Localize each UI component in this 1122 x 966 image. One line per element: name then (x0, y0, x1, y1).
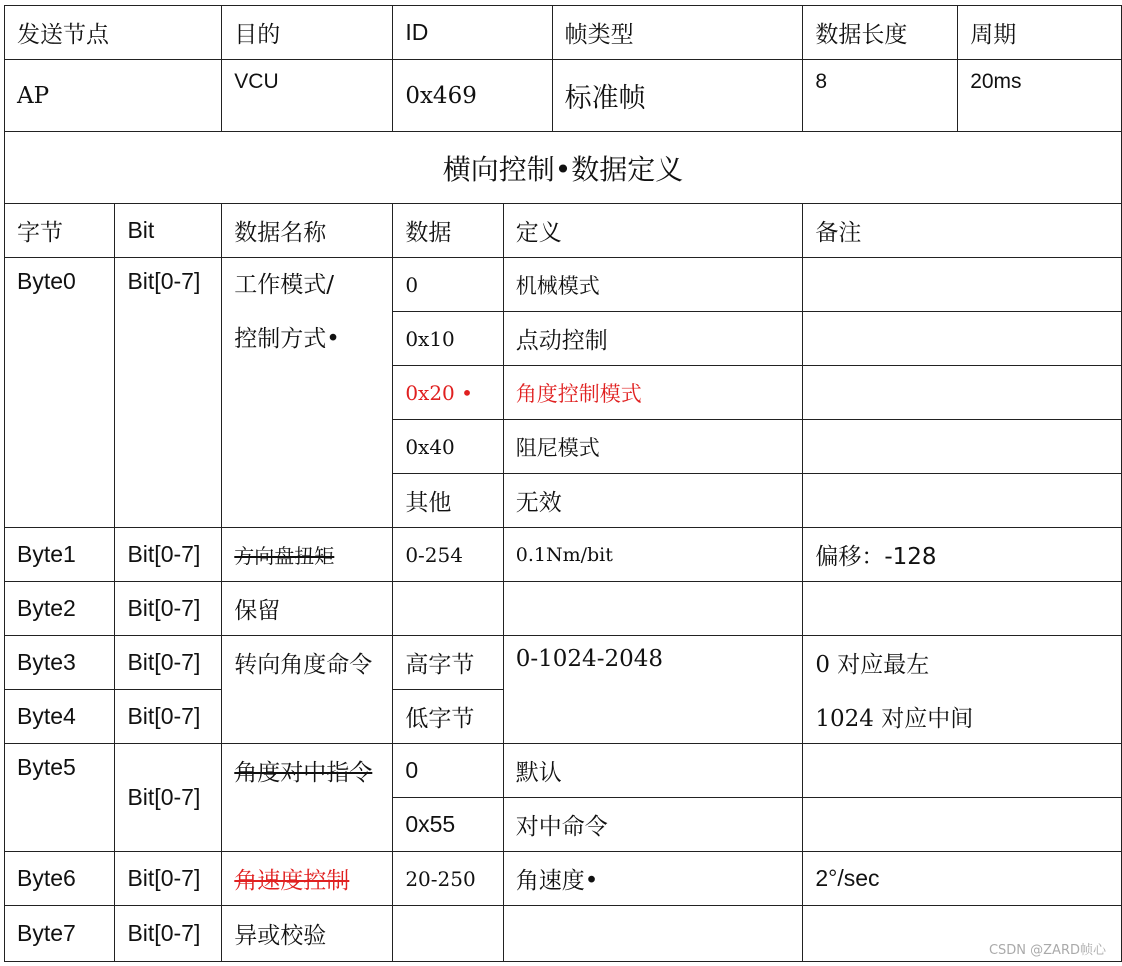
definition-cell: 角度控制模式 (503, 366, 803, 420)
data-name-cell: 异或校验 (222, 906, 393, 962)
byte-cell: Byte6 (5, 852, 115, 906)
byte-cell: Byte4 (5, 690, 115, 744)
byte-cell: Byte0 (5, 258, 115, 528)
name-line-2: 控制方式• (234, 326, 340, 352)
definition-cell: 无效 (503, 474, 803, 528)
definition-cell: 默认 (503, 744, 803, 798)
data-cell: 0x20 • (393, 366, 503, 420)
definition-cell: 对中命令 (503, 798, 803, 852)
data-cell: 低字节 (393, 690, 503, 744)
definition-cell (503, 582, 803, 636)
col-header-data: 数据 (393, 204, 503, 258)
byte-cell: Byte5 (5, 744, 115, 852)
note-cell (803, 744, 1122, 798)
data-cell: 0 (393, 744, 503, 798)
note-cell (803, 366, 1122, 420)
bit-cell: Bit[0-7] (115, 582, 222, 636)
table-row (5, 636, 1122, 690)
header-label-frame-type: 帧类型 (552, 6, 803, 60)
data-name-cell: 保留 (222, 582, 393, 636)
bit-cell: Bit[0-7] (115, 690, 222, 744)
header-value-sender: AP (5, 60, 222, 132)
note-cell: 1024 对应中间 (803, 690, 1122, 744)
table-row (5, 528, 1122, 582)
note-cell (803, 258, 1122, 312)
data-cell (393, 906, 503, 962)
byte-cell: Byte1 (5, 528, 115, 582)
data-name-cell: 角度对中指令 (222, 744, 393, 852)
data-cell: 0x55 (393, 798, 503, 852)
section-title-row (5, 132, 1122, 204)
column-header-row (5, 204, 1122, 258)
data-cell: 高字节 (393, 636, 503, 690)
note-cell (803, 474, 1122, 528)
data-name-cell: 转向角度命令 (222, 636, 393, 744)
note-cell (803, 798, 1122, 852)
byte-cell: Byte3 (5, 636, 115, 690)
definition-cell: 0-1024-2048 (503, 636, 803, 744)
can-message-table (4, 5, 1122, 962)
definition-cell (503, 906, 803, 962)
note-cell: 2°/sec (803, 852, 1122, 906)
header-value-target: VCU (222, 60, 393, 132)
col-header-definition: 定义 (503, 204, 803, 258)
data-cell: 20-250 (393, 852, 503, 906)
note-cell (803, 582, 1122, 636)
note-cell: 0 对应最左 (803, 636, 1122, 690)
name-line-1: 工作模式/ (234, 272, 335, 298)
data-name-cell: 方向盘扭矩 (222, 528, 393, 582)
byte-cell: Byte7 (5, 906, 115, 962)
header-label-length: 数据长度 (803, 6, 958, 60)
table-row (5, 582, 1122, 636)
table-row (5, 744, 1122, 798)
header-value-period: 20ms (958, 60, 1122, 132)
bit-cell: Bit[0-7] (115, 528, 222, 582)
col-header-note: 备注 (803, 204, 1122, 258)
data-cell: 其他 (393, 474, 503, 528)
col-header-byte: 字节 (5, 204, 115, 258)
header-label-period: 周期 (958, 6, 1122, 60)
table-row (5, 852, 1122, 906)
header-label-id: ID (393, 6, 552, 60)
col-header-name: 数据名称 (222, 204, 393, 258)
data-cell (393, 582, 503, 636)
data-name-cell: 角速度控制 (222, 852, 393, 906)
bit-cell: Bit[0-7] (115, 636, 222, 690)
data-cell: 0 (393, 258, 503, 312)
bit-cell: Bit[0-7] (115, 906, 222, 962)
section-title: 横向控制•数据定义 (5, 132, 1122, 204)
definition-cell: 0.1Nm/bit (503, 528, 803, 582)
header-label-target: 目的 (222, 6, 393, 60)
header-label-sender: 发送节点 (5, 6, 222, 60)
header-value-row (5, 60, 1122, 132)
table-row (5, 906, 1122, 962)
note-cell (803, 420, 1122, 474)
bit-cell: Bit[0-7] (115, 852, 222, 906)
header-value-id: 0x469 (393, 60, 552, 132)
data-cell: 0x40 (393, 420, 503, 474)
byte-cell: Byte2 (5, 582, 115, 636)
data-name-cell (222, 258, 393, 528)
definition-cell: 点动控制 (503, 312, 803, 366)
definition-cell: 阻尼模式 (503, 420, 803, 474)
data-cell: 0x10 (393, 312, 503, 366)
bit-cell: Bit[0-7] (115, 258, 222, 528)
data-cell: 0-254 (393, 528, 503, 582)
header-value-frame-type: 标准帧 (552, 60, 803, 132)
note-cell (803, 312, 1122, 366)
watermark: CSDN @ZARD帧心 (988, 943, 1106, 958)
header-label-row (5, 6, 1122, 60)
table-row (5, 258, 1122, 312)
definition-cell: 机械模式 (503, 258, 803, 312)
bit-cell: Bit[0-7] (115, 744, 222, 852)
note-cell: 偏移：-128 (803, 528, 1122, 582)
header-value-length: 8 (803, 60, 958, 132)
definition-cell: 角速度• (503, 852, 803, 906)
col-header-bit: Bit (115, 204, 222, 258)
